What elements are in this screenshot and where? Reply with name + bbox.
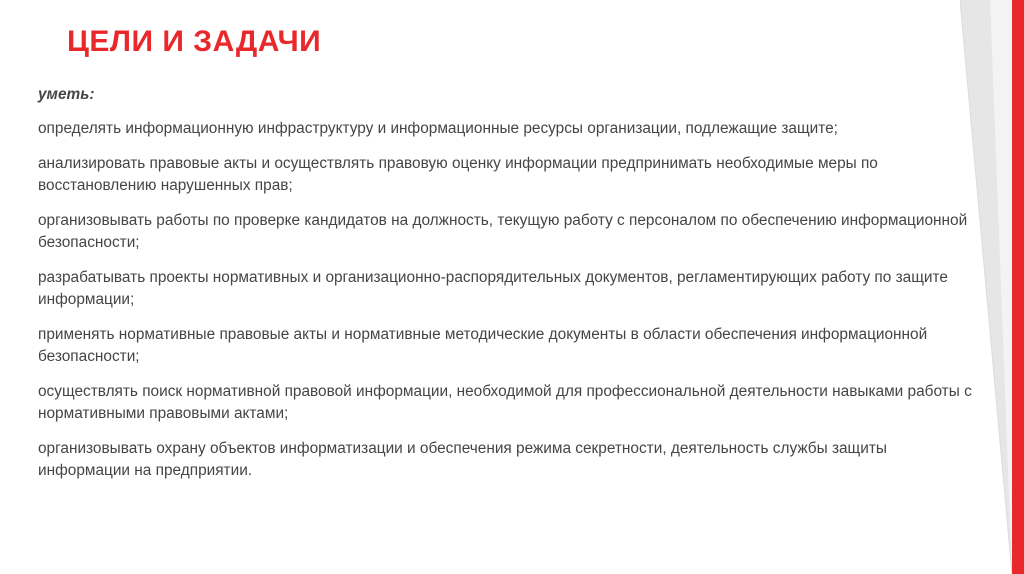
slide-subtitle: уметь: [38, 86, 95, 103]
list-item: применять нормативные правовые акты и нормативные методические документы в области обеспечения информационной безопасности; [38, 325, 928, 365]
slide-content [38, 84, 978, 495]
accent-side-bar [1012, 0, 1024, 574]
list-item: организовывать работы по проверке кандидатов на должность, текущую работу с персоналом по обеспечению информационной безопасности; [38, 211, 968, 251]
list-item: организовывать охрану объектов информатизации и обеспечения режима секретности, деятельность службы защиты информации на предприятии. [38, 439, 887, 479]
list-item: определять информационную инфраструктуру и информационные ресурсы организации, подлежащие защите; [38, 120, 838, 137]
slide-title: ЦЕЛИ И ЗАДАЧИ [67, 25, 322, 58]
list-item: разрабатывать проекты нормативных и организационно-распорядительных документов, регламентирующих работу по защите информации; [38, 268, 948, 308]
list-item: анализировать правовые акты и осуществлять правовую оценку информации предпринимать необходимые меры по восстановлению нарушенных прав; [38, 154, 878, 194]
list-item: осуществлять поиск нормативной правовой информации, необходимой для профессиональной деятельности навыками работы с нормативными правовыми актами; [38, 382, 972, 422]
